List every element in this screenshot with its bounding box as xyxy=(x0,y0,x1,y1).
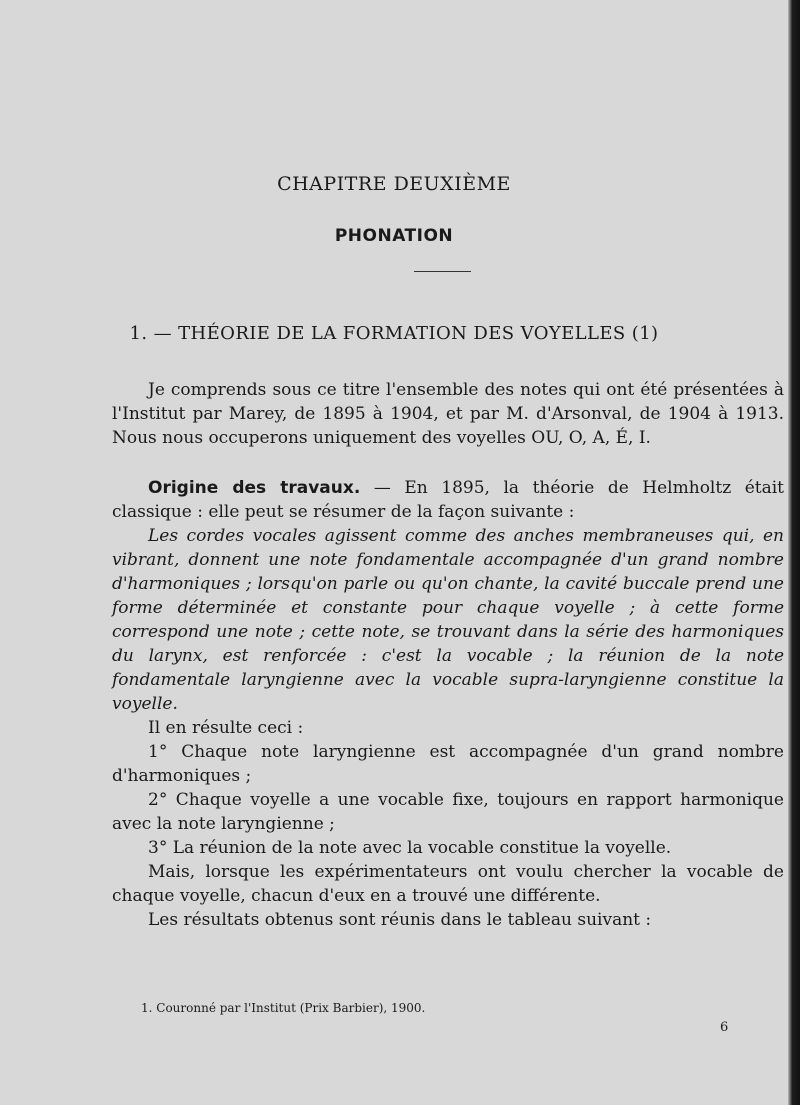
intro-text: Je comprends sous ce titre l'ensemble des notes qui ont été présentées à l'Institut par Marey, de 1895 à 1904, et par M. d'Arsonval, de 1904 à 1913. Nous nous occuperons uniquement des voyelles OU, O, A, É, I. xyxy=(112,380,784,448)
origine-text: — En 1895, la théorie de Helmholtz était classique : elle peut se résumer de la façon suivante : xyxy=(112,478,784,522)
footnote: 1. Couronné par l'Institut (Prix Barbier), 1900. xyxy=(141,1001,426,1015)
mais-paragraph: Mais, lorsque les expérimentateurs ont voulu chercher la vocable de chaque voyelle, chacun d'eux en a trouvé une différente. xyxy=(112,862,784,906)
chapter-title: PHONATION xyxy=(334,226,454,246)
page-edge-shadow xyxy=(788,0,800,1105)
origine-lead: Origine des travaux. xyxy=(148,478,361,498)
result-line: Il en résulte ceci : xyxy=(148,718,304,738)
helmholtz-quote: Les cordes vocales agissent comme des anches membraneuses qui, en vibrant, donnent une note fondamentale accompagnée d'un grand nombre d'harmoniques ; lorsqu'on parle ou qu'on chante, la cavité buccale prend une forme déterminée et constante pour chaque voyelle ; à cette forme correspond une note ; cette note, se trouvant dans la série des harmoniques du larynx, est renforcée : c'est la vocable ; la réunion de la note fondamentale laryngienne avec la vocable supra-laryngienne constitue la voyelle. xyxy=(112,526,784,714)
title-divider xyxy=(414,271,471,272)
origine-section xyxy=(112,476,784,932)
point-3: 3° La réunion de la note avec la vocable constitue la voyelle. xyxy=(148,838,672,858)
section-heading: 1. — THÉORIE DE LA FORMATION DES VOYELLES (1) xyxy=(129,323,659,344)
page-number: 6 xyxy=(720,1020,729,1035)
origine-paragraph xyxy=(112,476,784,524)
resultats-line: Les résultats obtenus sont réunis dans le tableau suivant : xyxy=(148,910,652,930)
chapter-heading: CHAPITRE DEUXIÈME xyxy=(277,173,511,195)
point-2: 2° Chaque voyelle a une vocable fixe, toujours en rapport harmonique avec la note laryngienne ; xyxy=(112,790,784,834)
intro-paragraph xyxy=(112,378,784,450)
point-1: 1° Chaque note laryngienne est accompagnée d'un grand nombre d'harmoniques ; xyxy=(112,742,784,786)
